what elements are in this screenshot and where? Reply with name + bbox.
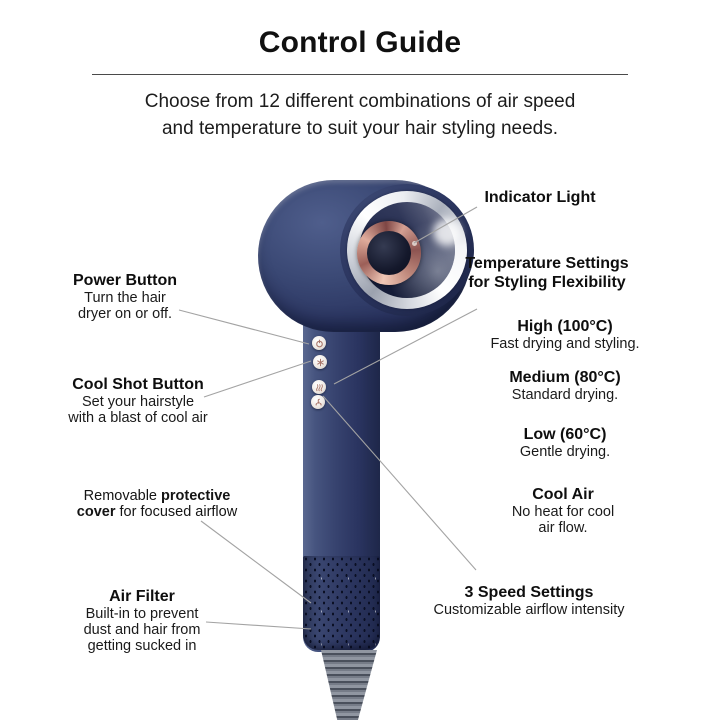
- annotation-power-button: [40, 272, 210, 322]
- fan-icon: [314, 398, 323, 407]
- annotation-high-temp: [470, 318, 660, 352]
- page-title: Control Guide: [258, 26, 462, 59]
- cool-shot-title: Cool Shot Button: [72, 376, 204, 393]
- indicator-light-dot: [412, 241, 417, 246]
- air-filter-vents: [303, 556, 380, 650]
- heat-button-control: [312, 380, 326, 394]
- cool-shot-button-control: [313, 355, 327, 369]
- cool-air-desc: No heat for cool air flow.: [511, 504, 615, 536]
- annotation-low-temp: [470, 426, 660, 460]
- speed-button-control: [311, 395, 325, 409]
- annotation-cool-shot-button: [38, 376, 238, 426]
- power-button-desc: Turn the hair dryer on or off.: [77, 290, 173, 322]
- protective-cover-line1: Removable protective: [83, 488, 231, 504]
- air-filter-desc: Built-in to prevent dust and hair from getting sucked in: [83, 606, 201, 654]
- air-filter-title: Air Filter: [109, 588, 175, 605]
- medium-temp-desc: Standard drying.: [511, 387, 619, 403]
- speed-settings-title: 3 Speed Settings: [464, 584, 594, 601]
- indicator-light-title: Indicator Light: [484, 189, 596, 206]
- annotation-air-filter: [52, 588, 232, 654]
- annotation-temperature-settings: [447, 254, 647, 292]
- low-temp-desc: Gentle drying.: [519, 444, 611, 460]
- protective-cover-line2: cover for focused airflow: [76, 504, 238, 520]
- power-cable: [321, 650, 377, 720]
- subtitle: [0, 88, 720, 142]
- power-button-control: [312, 336, 326, 350]
- cool-shot-desc: Set your hairstyle with a blast of cool air: [68, 394, 208, 426]
- cool-air-title: Cool Air: [532, 486, 594, 503]
- high-temp-title: High (100°C): [517, 318, 613, 335]
- annotation-cool-air: [483, 486, 643, 536]
- annotation-protective-cover: [37, 488, 277, 520]
- annotation-medium-temp: [470, 369, 660, 403]
- title-divider: [92, 74, 628, 75]
- annotation-speed-settings: [409, 584, 649, 618]
- airflow-outlet: [367, 231, 411, 275]
- heat-icon: [315, 383, 324, 392]
- low-temp-title: Low (60°C): [523, 426, 607, 443]
- temperature-settings-title: Temperature Settings for Styling Flexibility: [465, 255, 629, 291]
- high-temp-desc: Fast drying and styling.: [490, 336, 640, 352]
- snowflake-icon: [316, 358, 325, 367]
- subtitle-line1: Choose from 12 different combinations of air speed: [144, 91, 576, 112]
- annotation-indicator-light: [470, 189, 610, 207]
- highlight-reflection: [433, 219, 461, 246]
- power-button-title: Power Button: [73, 272, 177, 289]
- subtitle-line2: and temperature to suit your hair styling needs.: [161, 118, 559, 139]
- power-icon: [315, 339, 324, 348]
- speed-settings-desc: Customizable airflow intensity: [433, 602, 625, 618]
- medium-temp-title: Medium (80°C): [509, 369, 621, 386]
